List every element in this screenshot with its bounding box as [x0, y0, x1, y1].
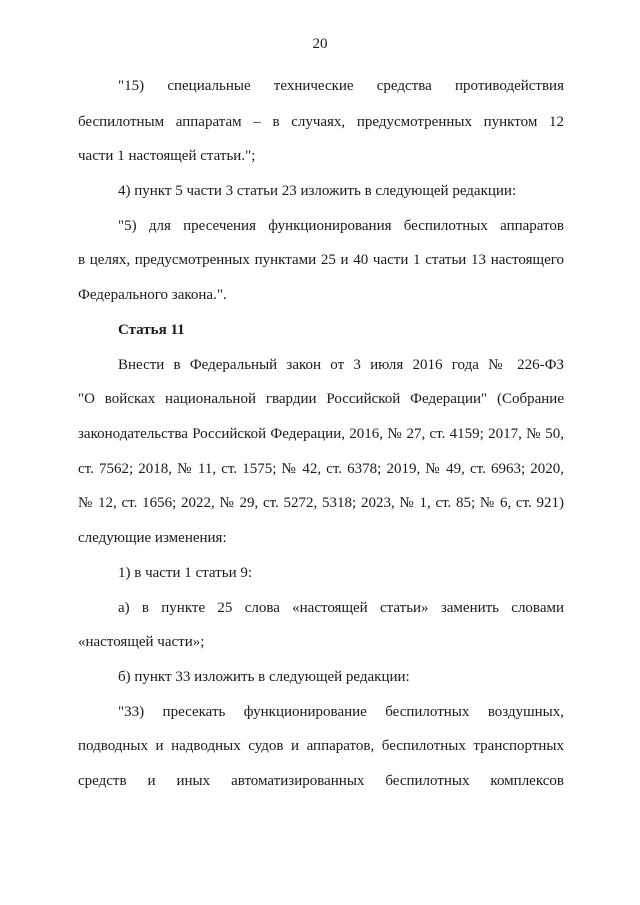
text-line: законодательства Российской Федерации, 2016, № 27, ст. 4159; 2017, № 50,: [78, 426, 564, 442]
article-heading: Статья 11: [118, 322, 185, 338]
text-line: следующие изменения:: [78, 530, 227, 546]
text-line: № 12, ст. 1656; 2022, № 29, ст. 5272, 5318; 2023, № 1, ст. 85; № 6, ст. 921): [78, 495, 564, 511]
text-line: средств и иных автоматизированных беспилотных комплексов: [78, 773, 564, 789]
text-line: Федерального закона.".: [78, 287, 227, 303]
text-line: ст. 7562; 2018, № 11, ст. 1575; № 42, ст. 6378; 2019, № 49, ст. 6963; 2020,: [78, 461, 564, 477]
text-line: 4) пункт 5 части 3 статьи 23 изложить в следующей редакции:: [118, 183, 517, 199]
text-line: части 1 настоящей статьи.";: [78, 148, 256, 164]
text-line: подводных и надводных судов и аппаратов, беспилотных транспортных: [78, 738, 564, 754]
text-line: Внести в Федеральный закон от 3 июля 2016 года № 226-ФЗ: [118, 357, 564, 373]
text-line: «настоящей части»;: [78, 634, 205, 650]
text-line: б) пункт 33 изложить в следующей редакции:: [118, 669, 410, 685]
page-number: 20: [312, 36, 328, 52]
text-line: "О войсках национальной гвардии Российской Федерации" (Собрание: [78, 391, 564, 407]
text-line: в целях, предусмотренных пунктами 25 и 40 части 1 статьи 13 настоящего: [78, 252, 564, 268]
text-line: 1) в части 1 статьи 9:: [118, 565, 253, 581]
text-line: а) в пункте 25 слова «настоящей статьи» заменить словами: [118, 600, 564, 616]
text-line: "33) пресекать функционирование беспилотных воздушных,: [118, 704, 564, 720]
text-line: "5) для пресечения функционирования беспилотных аппаратов: [118, 218, 564, 234]
text-line: беспилотным аппаратам – в случаях, предусмотренных пунктом 12: [78, 114, 564, 130]
text-line: "15) специальные технические средства противодействия: [118, 78, 564, 94]
